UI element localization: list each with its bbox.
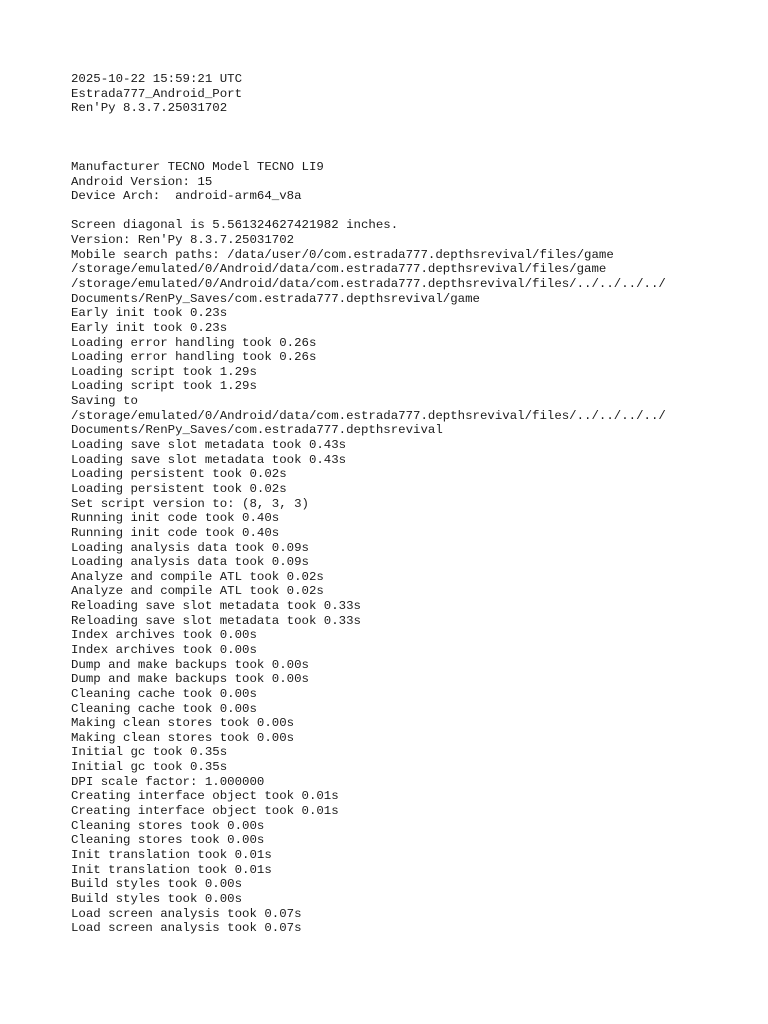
log-header [71,72,751,116]
android-version-line: Android Version: 15 [71,174,213,189]
spacer [71,116,751,160]
log-line: Set script version to: (8, 3, 3) [71,496,309,511]
app-name-line: Estrada777_Android_Port [71,86,243,101]
log-line: Early init took 0.23s [71,306,228,321]
log-line: Loading save slot metadata took 0.43s [71,452,347,467]
log-line: Version: Ren'Py 8.3.7.25031702 [71,233,295,248]
log-document [71,72,751,936]
log-line: Mobile search paths: /data/user/0/com.estrada777.depthsrevival/files/game [71,247,614,262]
log-line: Creating interface object took 0.01s [71,804,339,819]
log-line: Analyze and compile ATL took 0.02s [71,569,324,584]
log-line: Early init took 0.23s [71,320,228,335]
log-line: Load screen analysis took 0.07s [71,921,302,936]
log-line: Making clean stores took 0.00s [71,730,295,745]
log-line: Cleaning stores took 0.00s [71,818,265,833]
log-line: Screen diagonal is 5.561324627421982 inches. [71,218,399,233]
log-line: /storage/emulated/0/Android/data/com.estrada777.depthsrevival/files/../../../../ [71,276,666,291]
log-line: Saving to [71,394,138,409]
log-line: DPI scale factor: 1.000000 [71,774,265,789]
log-line: Loading save slot metadata took 0.43s [71,438,347,453]
log-line: /storage/emulated/0/Android/data/com.estrada777.depthsrevival/files/../../../../ [71,408,666,423]
log-line: Cleaning cache took 0.00s [71,686,257,701]
log-line: Index archives took 0.00s [71,628,257,643]
engine-version-line: Ren'Py 8.3.7.25031702 [71,101,228,116]
log-line: Analyze and compile ATL took 0.02s [71,584,324,599]
log-line: Init translation took 0.01s [71,862,272,877]
log-line: Documents/RenPy_Saves/com.estrada777.depthsrevival/game [71,291,480,306]
timestamp-line: 2025-10-22 15:59:21 UTC [71,72,243,86]
device-info [71,160,751,204]
log-line: Build styles took 0.00s [71,877,243,892]
log-line: Loading script took 1.29s [71,379,257,394]
log-line: Documents/RenPy_Saves/com.estrada777.depthsrevival [71,423,443,438]
log-line: Build styles took 0.00s [71,891,243,906]
log-line: Loading error handling took 0.26s [71,350,317,365]
log-line: Making clean stores took 0.00s [71,716,295,731]
log-body [71,218,751,935]
log-line: Reloading save slot metadata took 0.33s [71,613,361,628]
log-line: Load screen analysis took 0.07s [71,906,302,921]
log-line: Init translation took 0.01s [71,847,272,862]
spacer [71,204,751,219]
log-line: Initial gc took 0.35s [71,760,228,775]
log-line: /storage/emulated/0/Android/data/com.estrada777.depthsrevival/files/game [71,262,607,277]
log-line: Initial gc took 0.35s [71,745,228,760]
log-line: Loading persistent took 0.02s [71,481,287,496]
log-line: Loading analysis data took 0.09s [71,555,309,570]
log-line: Loading persistent took 0.02s [71,467,287,482]
log-line: Loading script took 1.29s [71,364,257,379]
manufacturer-line: Manufacturer TECNO Model TECNO LI9 [71,159,324,174]
log-line: Dump and make backups took 0.00s [71,672,309,687]
log-line: Running init code took 0.40s [71,511,280,526]
log-line: Dump and make backups took 0.00s [71,657,309,672]
device-arch-line: Device Arch: android-arm64_v8a [71,189,302,204]
log-line: Running init code took 0.40s [71,525,280,540]
log-line: Cleaning cache took 0.00s [71,701,257,716]
log-line: Index archives took 0.00s [71,643,257,657]
log-line: Cleaning stores took 0.00s [71,833,265,848]
log-line: Loading error handling took 0.26s [71,335,317,350]
log-line: Loading analysis data took 0.09s [71,540,309,555]
log-line: Creating interface object took 0.01s [71,789,339,804]
log-line: Reloading save slot metadata took 0.33s [71,599,361,614]
